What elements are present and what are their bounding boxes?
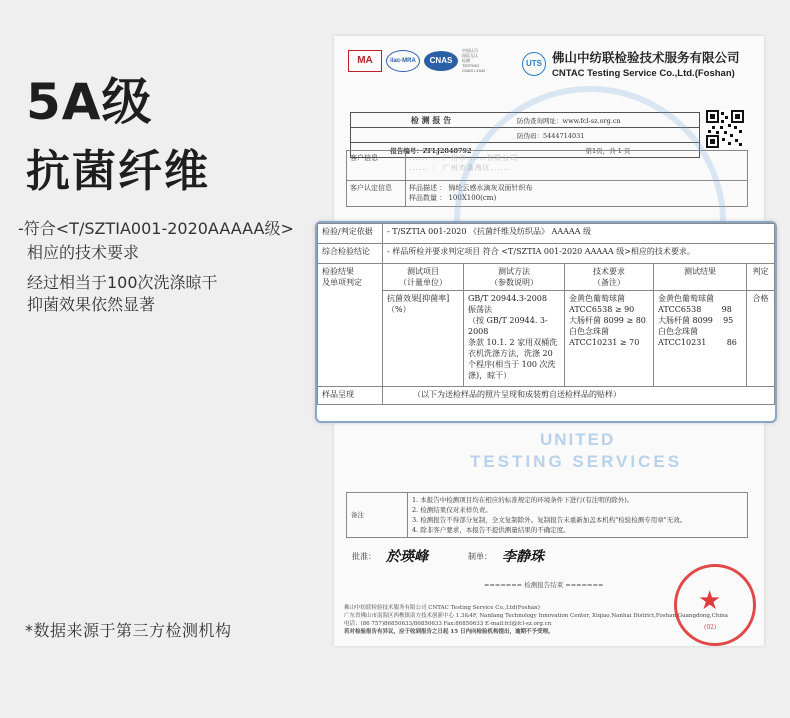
qr-code-icon (706, 110, 744, 148)
note-4: 4. 除非客户要求，本报告不提供测量结果的不确定度。 (412, 526, 570, 534)
sample-qty-value: 100X100(cm) (448, 194, 497, 202)
verify-website: 防伪查询网址：www.fcl-sz.org.cn (517, 116, 621, 125)
customer-confirm-label: 客户认定信息 (347, 181, 406, 207)
customer-line-2: ...... ： 广州市番禺区...... (409, 164, 511, 172)
row-result: 金黄色葡萄球菌 ATCC6538 98 大肠杆菌 8099 95 白色念珠菌 ATCC10231 86 (654, 291, 747, 387)
footer-contact: 电话：(86 757)86850633/86850633 Fax:86850633 E-mail:fcl@fcl-sz.org.cn (344, 621, 552, 627)
ma-logo: MA (348, 50, 382, 72)
testing-mark: 中国认可 国际互认 检测 TESTING CNAS L1942 (462, 48, 486, 73)
maker-signature: 李静珠 (502, 549, 544, 565)
approver-label: 批准： (352, 551, 376, 561)
customer-info-table: 客户信息 ...... ： 广州市......有限公司 ...... ： 广州市番禺区...... 客户认定信息 样品描述 ： 锦纶云感水滴灰双面针织布 样品数量 ： 100X100(cm) (346, 150, 748, 207)
sample-qty-label: 样品数量 (409, 194, 437, 202)
wash-claim-2: 抑菌效果依然显著 (27, 295, 156, 314)
col-test-method: 测试方法 （参数说明） (464, 264, 565, 291)
basis-label: 检验/判定依据 (318, 224, 383, 244)
note-1: 1. 本报告中检测项目均在相应的标准规定的环境条件下进行(有注明的除外)。 (412, 496, 634, 504)
page-count: 第1页，共 1 页 (585, 146, 631, 155)
photo-label: 样品呈现 (318, 387, 383, 405)
footer-address: 广东省佛山市南海区西樵镇南方技术创新中心 1.3&4F, Nanfang Technology Innovation Center, Xiqiao,Nanhai District,Foshan,Guangdong,China (344, 613, 728, 619)
headline-fiber: 抗菌纤维 (26, 146, 210, 197)
photo-value: （以下为送检样品的照片呈现和成装剪自送检样品的贴样） (383, 387, 775, 405)
uts-logo: UTS (522, 52, 546, 76)
seal-star-icon: ★ (698, 586, 722, 616)
row-judgement: 合格 (747, 291, 775, 387)
row-test-method: GB/T 20944.3-2008 振荡法 （按 GB/T 20944. 3-2008 条款 10.1. 2 家用双桶洗 衣机洗涤方法，洗涤 20 个程序(相当于 100 次洗 涤)，晾干） (464, 291, 565, 387)
customer-info-label: 客户信息 (347, 151, 406, 181)
conclusion-value: - 样品所检并要求判定项目 符合 <T/SZTIA 001-2020 AAAAA 级>相应的技术要求。 (383, 244, 775, 264)
results-label: 检验结果 及单项判定 (318, 264, 383, 387)
sample-desc-value: 锦纶云感水滴灰双面针织布 (448, 184, 533, 192)
cnas-logo: CNAS (424, 51, 458, 71)
report-title: 检 测 报 告 (410, 114, 452, 125)
col-judgement: 判定 (747, 264, 775, 291)
sample-desc-label: 样品描述 (409, 184, 437, 192)
seal-number: (02) (704, 624, 717, 631)
anti-fake-code: 防伪码：5444714031 (517, 131, 585, 140)
source-note: *数据来源于第三方检测机构 (25, 621, 232, 640)
footer-objection-note: 若对检验报告有异议，应于收到报告之日起 15 日内向检验机构提出，逾期不予受理。 (344, 629, 554, 635)
headline-grade: 5A级 (26, 73, 153, 131)
basis-value: - T/SZTIA 001-2020 《抗菌纤维及纺织品》 AAAAA 级 (383, 224, 775, 244)
company-name-en: CNTAC Testing Service Co.,Ltd.(Foshan) (552, 68, 735, 79)
watermark-testing-services: TESTING SERVICES (470, 452, 683, 471)
company-name-cn: 佛山中纺联检验技术服务有限公司 (552, 50, 740, 65)
row-test-item: 抗菌效果[抑菌率] （%） (383, 291, 464, 387)
notes-table (346, 492, 748, 538)
customer-line-1: ...... ： 广州市......有限公司 (409, 154, 519, 162)
highlighted-results (315, 221, 777, 423)
col-requirement: 技术要求 （备注） (565, 264, 654, 291)
approver-signature: 於瑛峰 (386, 549, 428, 565)
notes-label: 备注 (347, 493, 408, 538)
standard-line-2: 相应的技术要求 (27, 243, 140, 262)
signature-row (352, 546, 544, 566)
note-2: 2. 检测结果仅对来样负责。 (412, 506, 492, 514)
col-test-item: 测试项目 （计量单位） (383, 264, 464, 291)
note-3: 3. 检测报告不得部分复制，全文复制除外。复制报告未重新加盖本机构"检验检测专用章"无效。 (412, 516, 687, 524)
ilac-logo: ilac-MRA (386, 50, 420, 72)
report-end-line: ======= 检测报告结束 ======= (484, 581, 604, 589)
accreditation-logos (348, 48, 485, 73)
col-result: 测试结果 (654, 264, 747, 291)
company-header (522, 48, 740, 79)
wash-claim-1: 经过相当于100次洗涤晾干 (27, 273, 218, 292)
row-requirement: 金黄色葡萄球菌 ATCC6538 ≥ 90 大肠杆菌 8099 ≥ 80 白色念珠菌 ATCC10231 ≥ 70 (565, 291, 654, 387)
maker-label: 制单： (468, 551, 492, 561)
footer-company: 佛山中纺联检验技术服务有限公司 CNTAC Testing Service Co.,Ltd(Foshan) (344, 605, 540, 611)
report-number: 报告编号：ZFLJ2848792 (390, 146, 472, 155)
standard-line: -符合<T/SZTIA001-2020AAAAA级> (18, 219, 294, 238)
conclusion-label: 综合检验结论 (318, 244, 383, 264)
watermark-united: UNITED (540, 430, 616, 449)
